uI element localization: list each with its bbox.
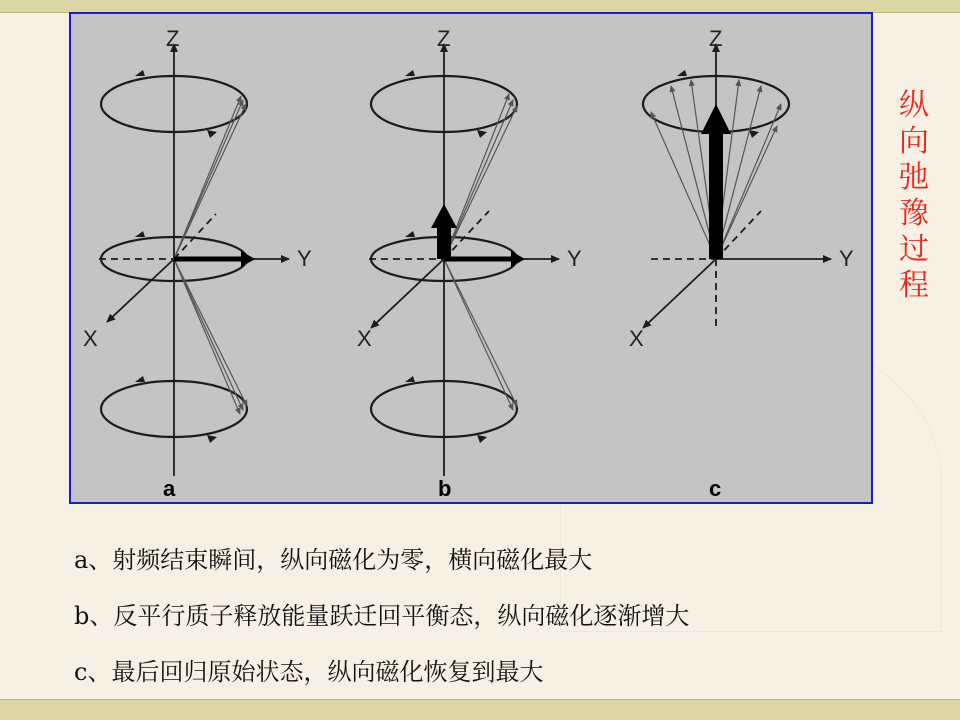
vector-arrowhead xyxy=(511,251,525,267)
caption-list xyxy=(74,542,934,710)
relaxation-figure-panel xyxy=(69,12,873,504)
panel-label-c: c xyxy=(709,476,722,501)
x-axis xyxy=(371,259,444,328)
panel-a xyxy=(83,26,312,501)
orbit-arrowhead xyxy=(405,376,415,382)
orbit-arrowhead xyxy=(135,70,145,76)
panel-b xyxy=(357,26,582,501)
orbit-arrowhead xyxy=(749,130,759,138)
z-axis-label: Z xyxy=(437,26,451,51)
y-axis-label: Y xyxy=(297,246,312,271)
vector-arrowhead xyxy=(701,104,731,134)
orbit-arrowhead xyxy=(135,376,145,382)
y-axis-label: Y xyxy=(839,246,854,271)
orbit-arrowhead xyxy=(405,231,415,237)
orbit-arrowhead xyxy=(677,70,687,76)
spin-vectors xyxy=(444,94,517,410)
panel-c xyxy=(629,26,854,501)
x-axis-label: X xyxy=(629,326,644,351)
orbit-arrowhead xyxy=(477,435,487,443)
top-decorative-band xyxy=(0,0,960,12)
caption-c: c、最后回归原始状态，纵向磁化恢复到最大 xyxy=(74,658,544,686)
z-axis-label: Z xyxy=(166,26,180,51)
y-axis-label: Y xyxy=(567,246,582,271)
orbit-arrowhead xyxy=(207,130,217,138)
spin-vectors xyxy=(174,96,247,414)
x-axis xyxy=(643,259,716,328)
orbit-arrowhead xyxy=(477,130,487,138)
slide-title-vertical: 纵向弛豫过程 xyxy=(899,88,929,303)
caption-b: b、反平行质子释放能量跃迁回平衡态，纵向磁化逐渐增大 xyxy=(74,602,690,630)
orbit-arrowhead xyxy=(207,435,217,443)
orbit-arrowhead xyxy=(405,70,415,76)
relaxation-figure xyxy=(71,14,871,502)
caption-a: a、射频结束瞬间，纵向磁化为零，横向磁化最大 xyxy=(74,546,593,574)
panel-label-a: a xyxy=(163,476,176,501)
bottom-decorative-band xyxy=(0,700,960,720)
vector-arrowhead xyxy=(431,204,457,228)
panel-label-b: b xyxy=(438,476,452,501)
x-axis-label: X xyxy=(357,326,372,351)
x-axis-label: X xyxy=(83,326,98,351)
z-axis-label: Z xyxy=(709,26,723,51)
orbit-arrowhead xyxy=(135,231,145,237)
x-axis xyxy=(107,259,174,322)
vector-arrowhead xyxy=(241,251,255,267)
longitudinal-magnetization-vector xyxy=(437,226,451,259)
longitudinal-magnetization-vector xyxy=(709,132,723,259)
